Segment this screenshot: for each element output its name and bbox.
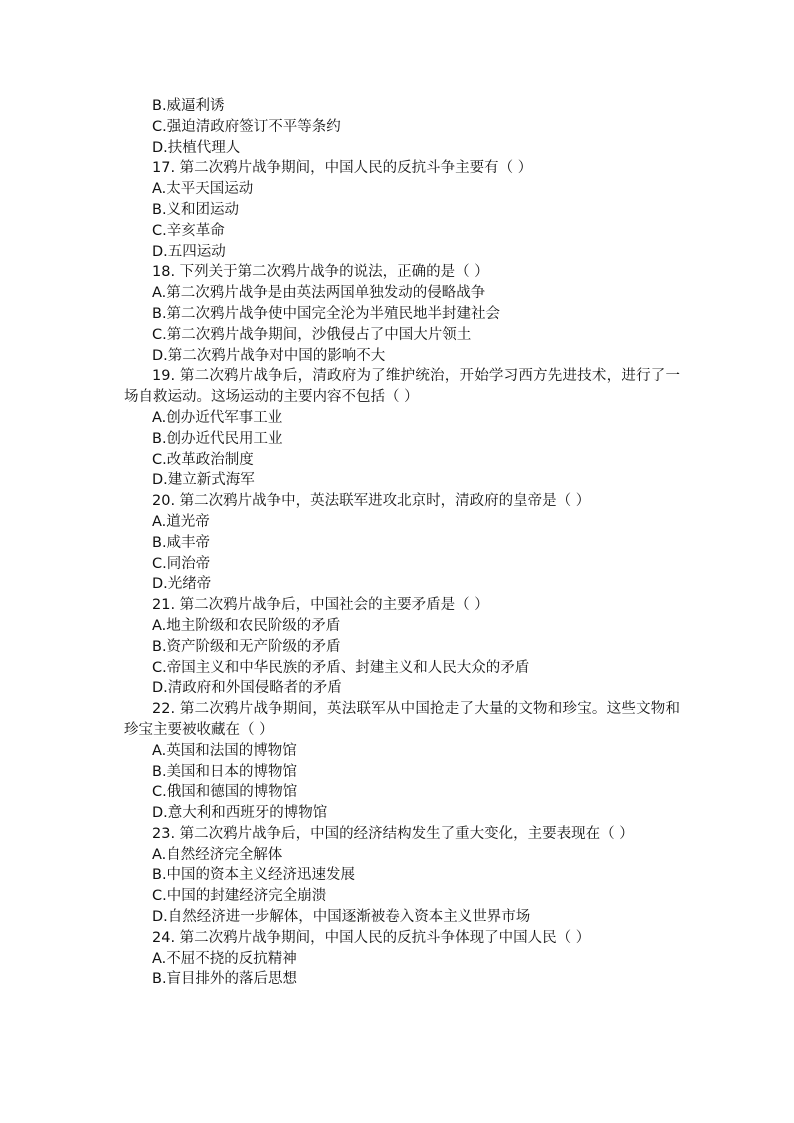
option-line: A.创办近代军事工业	[152, 409, 283, 426]
question-stem: 19. 第二次鸦片战争后，清政府为了维护统治，开始学习西方先进技术，进行了一场自救运动。这场运动的主要内容不包括（ ）	[124, 368, 680, 406]
option-line: C.改革政治制度	[152, 451, 254, 468]
question-stem: 22. 第二次鸦片战争期间，英法联军从中国抢走了大量的文物和珍宝。这些文物和珍宝主要被收藏在（ ）	[124, 701, 680, 738]
option-line: D.扶植代理人	[152, 139, 241, 156]
option-line: D.自然经济进一步解体，中国逐渐被卷入资本主义世界市场	[152, 909, 531, 926]
option-line: A.不屈不挠的反抗精神	[152, 950, 297, 967]
option-line: C.中国的封建经济完全崩溃	[152, 888, 327, 905]
option-line: B.盲目排外的落后思想	[152, 971, 298, 988]
option-line: D.清政府和外国侵略者的矛盾	[152, 680, 342, 697]
option-line: B.威逼利诱	[152, 98, 225, 114]
option-line: D.五四运动	[152, 243, 226, 260]
option-line: B.资产阶级和无产阶级的矛盾	[152, 638, 341, 655]
option-line: A.英国和法国的博物馆	[152, 742, 297, 759]
option-line: C.帝国主义和中华民族的矛盾、封建主义和人民大众的矛盾	[152, 659, 530, 676]
question-stem: 21. 第二次鸦片战争后，中国社会的主要矛盾是（ ）	[152, 597, 489, 614]
question-stem: 23. 第二次鸦片战争后，中国的经济结构发生了重大变化，主要表现在（ ）	[152, 825, 634, 842]
option-line: C.辛亥革命	[152, 222, 225, 239]
option-line: C.第二次鸦片战争期间，沙俄侵占了中国大片领土	[152, 326, 472, 343]
option-line: C.同治帝	[152, 555, 211, 572]
option-line: B.第二次鸦片战争使中国完全沦为半殖民地半封建社会	[152, 305, 501, 322]
option-line: B.美国和日本的博物馆	[152, 763, 298, 780]
option-line: A.第二次鸦片战争是由英法两国单独发动的侵略战争	[152, 285, 486, 302]
question-stem: 20. 第二次鸦片战争中，英法联军进攻北京时，清政府的皇帝是（ ）	[152, 493, 591, 510]
option-line: A.地主阶级和农民阶级的矛盾	[152, 617, 341, 634]
option-line: B.中国的资本主义经济迅速发展	[152, 867, 356, 884]
question-stem: 18. 下列关于第二次鸦片战争的说法，正确的是（ ）	[152, 264, 489, 281]
question-stem: 24. 第二次鸦片战争期间，中国人民的反抗斗争体现了中国人民（ ）	[152, 929, 591, 946]
option-line: A.道光帝	[152, 513, 210, 530]
option-line: C.强迫清政府签订不平等条约	[152, 118, 341, 135]
question-stem: 17. 第二次鸦片战争期间，中国人民的反抗斗争主要有（ ）	[152, 160, 533, 177]
option-line: B.咸丰帝	[152, 534, 211, 551]
option-line: D.意大利和西班牙的博物馆	[152, 805, 328, 822]
option-line: A.自然经济完全解体	[152, 846, 283, 863]
option-line: D.光绪帝	[152, 576, 212, 593]
option-line: A.太平天国运动	[152, 181, 254, 198]
question-content	[124, 96, 680, 990]
option-line: C.俄国和德国的博物馆	[152, 784, 298, 801]
option-line: D.建立新式海军	[152, 472, 255, 489]
option-line: B.创办近代民用工业	[152, 430, 283, 447]
option-line: B.义和团运动	[152, 201, 240, 218]
option-line: D.第二次鸦片战争对中国的影响不大	[152, 347, 386, 364]
